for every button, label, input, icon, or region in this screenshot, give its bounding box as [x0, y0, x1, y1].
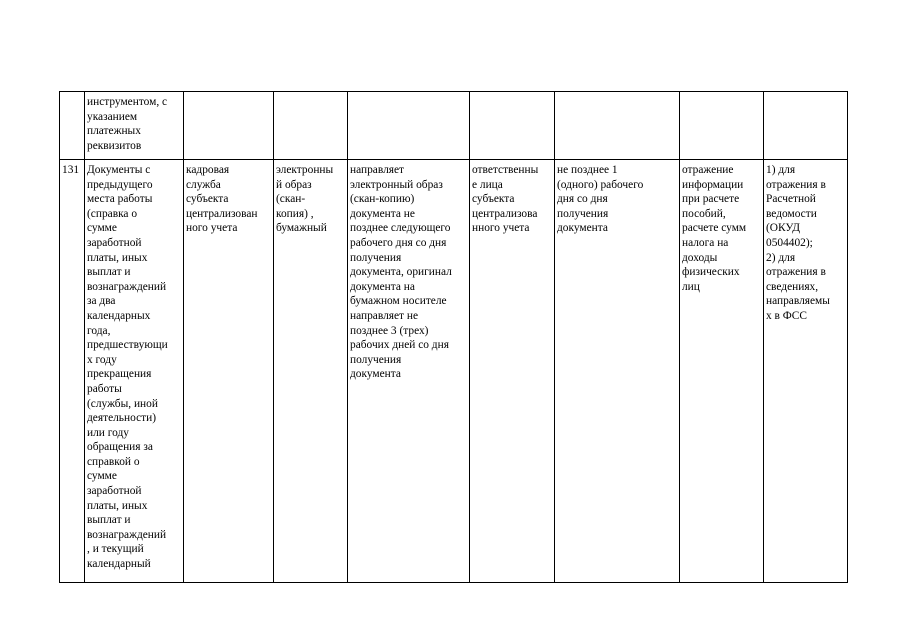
- cell-responsible: [184, 160, 274, 583]
- cell-document: [85, 92, 184, 160]
- cell-purpose-text: отражение информации при расчете пособий, расчете сумм налога на доходы физических лиц: [682, 164, 747, 293]
- cell-deadline-text: не позднее 1 (одного) рабочего дня со дня получения документа: [557, 164, 644, 235]
- cell-registers: [764, 92, 848, 160]
- cell-num: [60, 92, 85, 160]
- cell-procedure: [348, 92, 470, 160]
- cell-person: [470, 92, 555, 160]
- cell-num: [60, 160, 85, 583]
- cell-responsible-text: кадровая служба субъекта централизован ного учета: [186, 164, 258, 235]
- cell-procedure-text: направляет электронный образ (скан-копию) документа не позднее следующего рабочего дня со дня получения документа, оригинал документа на бумажном носителе направляет не позднее 3 (трех) рабочих дней со дня получения документа: [350, 164, 452, 381]
- cell-form-text: электронны й образ (скан- копия) , бумажный: [276, 164, 334, 235]
- cell-document-text: Документы с предыдущего места работы (справка о сумме заработной платы, иных выплат и вознаграждений за два календарных года, предшествующи х году прекращения работы (службы, иной деятельности) или году обращения за справкой о сумме заработной платы, иных выплат и вознаграждений , и текущий календарный: [87, 164, 168, 571]
- cell-responsible: [184, 92, 274, 160]
- cell-person: [470, 160, 555, 583]
- cell-purpose: [680, 160, 764, 583]
- cell-document: [85, 160, 184, 583]
- cell-document-text: инструментом, с указанием платежных реквизитов: [87, 96, 168, 152]
- cell-registers-text: 1) для отражения в Расчетной ведомости (ОКУД 0504402); 2) для отражения в сведениях, направляемы х в ФСС: [766, 164, 830, 322]
- cell-form: [274, 92, 348, 160]
- table-row-131: [60, 160, 848, 583]
- cell-num-text: 131: [62, 164, 80, 176]
- cell-registers: [764, 160, 848, 583]
- cell-procedure: [348, 160, 470, 583]
- cell-purpose: [680, 92, 764, 160]
- document-table: [59, 91, 848, 583]
- cell-person-text: ответственны е лица субъекта централизова нного учета: [472, 164, 539, 235]
- cell-deadline: [555, 160, 680, 583]
- cell-deadline: [555, 92, 680, 160]
- cell-form: [274, 160, 348, 583]
- table-row-continuation: [60, 92, 848, 160]
